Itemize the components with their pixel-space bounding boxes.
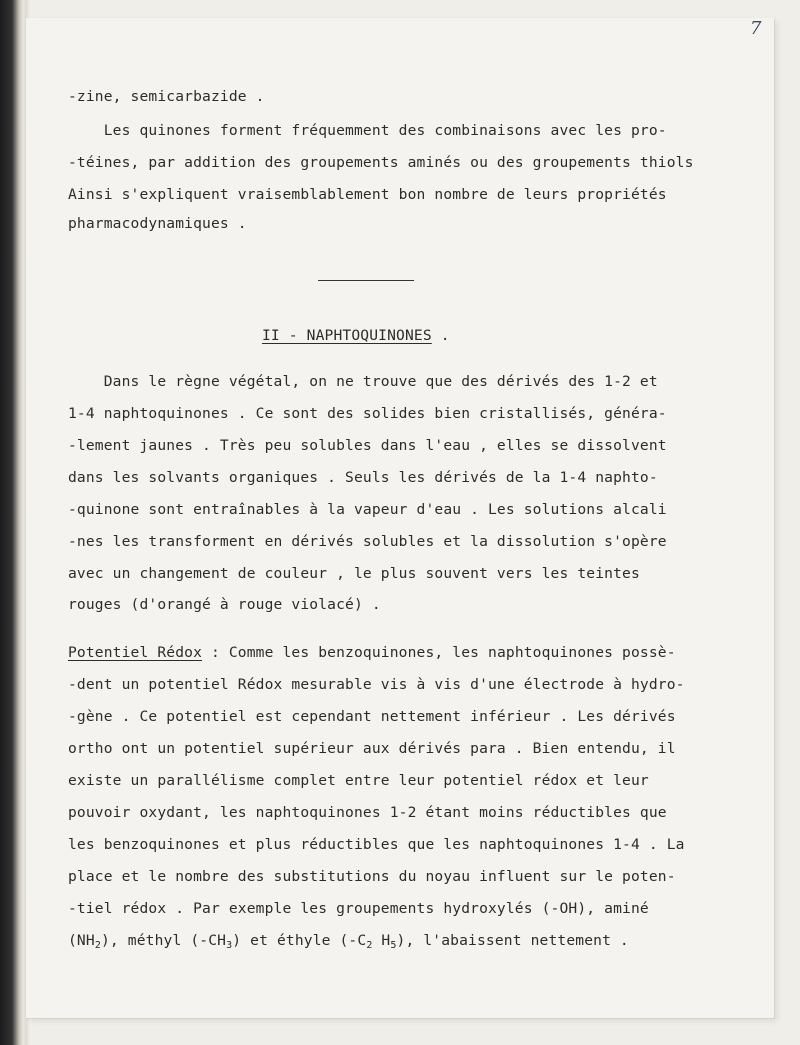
continuation-line: -zine, semicarbazide .	[68, 88, 265, 105]
quinones-paragraph-line: Les quinones forment fréquemment des combinaisons avec les pro-	[68, 122, 667, 139]
redox-first-line-text: : Comme les benzoquinones, les naphtoquinones possè-	[202, 644, 676, 661]
formula-subscript: 3	[226, 940, 233, 951]
formula-text: ), l'abaissent nettement .	[396, 932, 629, 949]
quinones-paragraph-line: pharmacodynamiques .	[68, 215, 247, 232]
formula-text: ) et éthyle (-C	[232, 932, 367, 949]
section-heading-title: II - NAPHTOQUINONES	[262, 327, 432, 344]
redox-paragraph-line: place et le nombre des substitutions du noyau influent sur le poten-	[68, 868, 676, 885]
section-heading	[262, 327, 450, 344]
redox-paragraph-last-line	[68, 932, 629, 951]
formula-text: (NH	[68, 932, 95, 949]
naphtoquinones-paragraph-line: dans les solvants organiques . Seuls les dérivés de la 1-4 naphto-	[68, 469, 658, 486]
formula-subscript: 5	[390, 940, 397, 951]
book-binding-edge	[0, 0, 22, 1045]
section-separator-rule	[318, 280, 414, 281]
formula-text: H	[372, 932, 391, 949]
naphtoquinones-paragraph-line: Dans le règne végétal, on ne trouve que des dérivés des 1-2 et	[68, 373, 658, 390]
naphtoquinones-paragraph-line: 1-4 naphtoquinones . Ce sont des solides bien cristallisés, généra-	[68, 405, 667, 422]
section-heading-suffix: .	[431, 327, 450, 344]
redox-paragraph-first-line	[68, 644, 676, 661]
naphtoquinones-paragraph-line: avec un changement de couleur , le plus souvent vers les teintes	[68, 565, 640, 582]
formula-subscript: 2	[366, 940, 373, 951]
redox-paragraph-line: -gène . Ce potentiel est cependant nettement inférieur . Les dérivés	[68, 708, 676, 725]
redox-heading: Potentiel Rédox	[68, 644, 203, 661]
redox-paragraph-line: -tiel rédox . Par exemple les groupements hydroxylés (-OH), aminé	[68, 900, 649, 917]
redox-paragraph-line: les benzoquinones et plus réductibles que les naphtoquinones 1-4 . La	[68, 836, 685, 853]
redox-paragraph-line: pouvoir oxydant, les naphtoquinones 1-2 étant moins réductibles que	[68, 804, 667, 821]
quinones-paragraph-line: -téines, par addition des groupements aminés ou des groupements thiols	[68, 154, 694, 171]
formula-text: ), méthyl (-CH	[100, 932, 227, 949]
redox-paragraph-line: ortho ont un potentiel supérieur aux dérivés para . Bien entendu, il	[68, 740, 676, 757]
naphtoquinones-paragraph-line: -quinone sont entraînables à la vapeur d'eau . Les solutions alcali	[68, 501, 667, 518]
quinones-paragraph-line: Ainsi s'expliquent vraisemblablement bon nombre de leurs propriétés	[68, 186, 667, 203]
redox-paragraph-line: -dent un potentiel Rédox mesurable vis à vis d'une électrode à hydro-	[68, 676, 685, 693]
naphtoquinones-paragraph-line: -lement jaunes . Très peu solubles dans l'eau , elles se dissolvent	[68, 437, 667, 454]
page-number: 7	[750, 18, 762, 39]
naphtoquinones-paragraph-line: -nes les transforment en dérivés solubles et la dissolution s'opère	[68, 533, 667, 550]
redox-paragraph-line: existe un parallélisme complet entre leur potentiel rédox et leur	[68, 772, 649, 789]
naphtoquinones-paragraph-line: rouges (d'orangé à rouge violacé) .	[68, 596, 381, 613]
formula-subscript: 2	[94, 940, 101, 951]
